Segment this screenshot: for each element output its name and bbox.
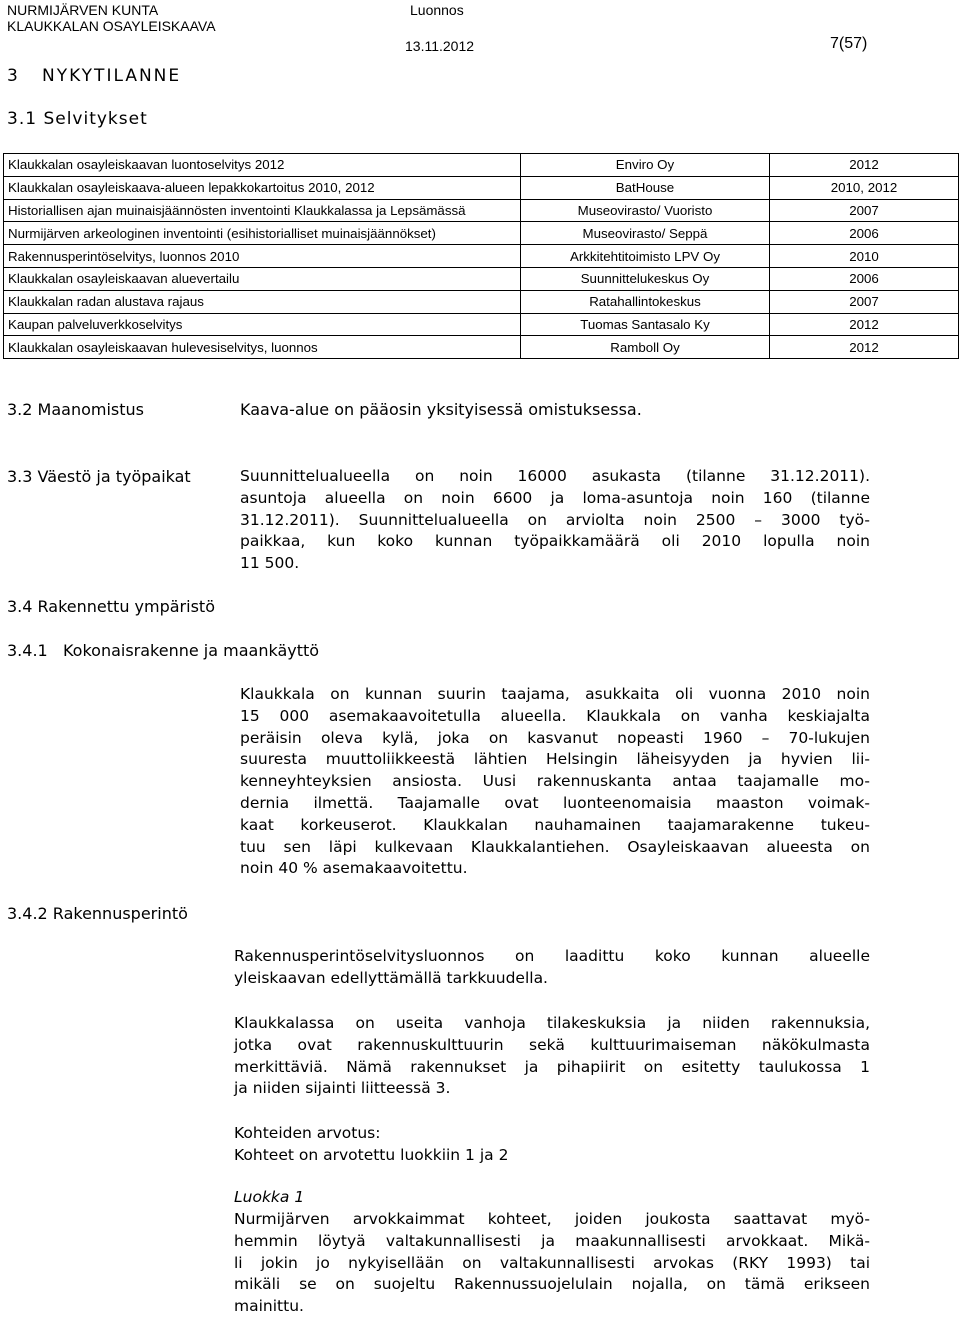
study-author-cell: Enviro Oy [521,154,770,177]
study-year-cell: 2012 [770,313,959,336]
study-author-cell: Ramboll Oy [521,336,770,359]
section-3-4-2-title: 3.4.2 Rakennusperintö [7,904,188,923]
study-name-cell: Klaukkalan osayleiskaava-alueen lepakkokartoitus 2010, 2012 [4,176,521,199]
section-3-4-2-para2 [234,1013,870,1100]
study-author-cell: Ratahallintokeskus [521,290,770,313]
table-row [4,245,959,268]
text-line: 11 500. [240,554,300,573]
text-line: suuresta muuttoliikkeestä lähtien Helsingin läheisyyden ja hyvien lii- [240,750,870,769]
header-document: KLAUKKALAN OSAYLEISKAAVA [7,18,216,34]
section-3-1-title: 3.1 Selvitykset [7,109,148,129]
text-line: asuntoja alueella on noin 6600 ja loma-asuntoja noin 160 (tilanne [240,488,870,507]
text-line: merkittäviä. Nämä rakennukset ja pihapiirit on esitetty taulukossa 1 [234,1057,870,1076]
study-year-cell: 2010 [770,245,959,268]
study-name-cell: Historiallisen ajan muinaisjäännösten inventointi Klaukkalassa ja Lepsämässä [4,199,521,222]
study-author-cell: Museovirasto/ Seppä [521,222,770,245]
text-line: Klaukkalassa on useita vanhoja tilakeskuksia ja niiden rakennuksia, [234,1014,870,1032]
section-3-4-title: 3.4 Rakennettu ympäristö [7,597,215,616]
study-author-cell: Tuomas Santasalo Ky [521,313,770,336]
header-status: Luonnos [410,2,464,18]
section-3-4-1-title: 3.4.1 Kokonaisrakenne ja maankäyttö [7,641,320,660]
section-3-4-1-text [240,684,870,880]
text-line: kenneyhteyksien ansiosta. Uusi rakennuskanta antaa taajamalle mo- [240,772,870,791]
text-line: mikäli se on suojeltu Rakennussuojelulain nojalla, on tämä erikseen [234,1275,870,1294]
study-name-cell: Klaukkalan osayleiskaavan hulevesiselvitys, luonnos [4,336,521,359]
text-line: mainittu. [234,1297,304,1316]
text-line: hemmin löytyä valtakunnallisesti ja maakunnallisesti arvokkaat. Mikä- [234,1231,870,1250]
text-line: Klaukkala on kunnan suurin taajama, asukkaita oli vuonna 2010 noin [240,685,870,703]
section-3-4-2-para4 [234,1209,870,1318]
section-3-3-title: 3.3 Väestö ja työpaikat [7,467,191,486]
section-3-title: 3 NYKYTILANNE [7,66,182,86]
study-year-cell: 2006 [770,222,959,245]
text-line: peräisin oleva kylä, joka on kasvanut nopeasti 1960 – 70-lukujen [240,728,870,747]
study-name-cell: Nurmijärven arkeologinen inventointi (esihistorialliset muinaisjäännökset) [4,222,521,245]
studies-table [3,153,959,359]
text-line: tuu sen läpi kulkevaan Klaukkalantiehen. Osayleiskaavan alueesta on [240,837,870,856]
study-name-cell: Klaukkalan radan alustava rajaus [4,290,521,313]
study-year-cell: 2012 [770,336,959,359]
study-author-cell: Suunnittelukeskus Oy [521,267,770,290]
text-line: jotka ovat rakennuskulttuurin sekä kulttuurimaiseman näkökulmasta [234,1035,870,1054]
study-name-cell: Klaukkalan osayleiskaavan aluevertailu [4,267,521,290]
table-row [4,154,959,177]
section-3-4-2-para1 [234,946,870,990]
section-3-2-text: Kaava-alue on pääosin yksityisessä omistuksessa. [240,400,642,419]
study-year-cell: 2007 [770,290,959,313]
study-author-cell: BatHouse [521,176,770,199]
class-1-title: Luokka 1 [234,1188,305,1206]
text-line: 31.12.2011). Suunnittelualueella on arviolta noin 2500 – 3000 työ- [240,510,870,529]
header-page: 7(57) [830,35,868,52]
study-year-cell: 2007 [770,199,959,222]
study-author-cell: Arkkitehtitoimisto LPV Oy [521,245,770,268]
study-name-cell: Klaukkalan osayleiskaavan luontoselvitys 2012 [4,154,521,177]
text-line: noin 40 % asemakaavoitettu. [240,859,468,878]
table-row [4,176,959,199]
header-date: 13.11.2012 [405,38,475,54]
table-row [4,290,959,313]
section-3-3-text [240,466,870,575]
header-municipality: NURMIJÄRVEN KUNTA [7,2,159,18]
table-row [4,199,959,222]
section-3-2-title: 3.2 Maanomistus [7,400,144,419]
study-year-cell: 2012 [770,154,959,177]
text-line: Suunnittelualueella on noin 16000 asukasta (tilanne 31.12.2011). [240,467,870,485]
table-row [4,336,959,359]
table-row [4,313,959,336]
text-line: 15 000 asemakaavoitetulla alueella. Klaukkala on vanha keskiajalta [240,706,870,725]
text-line: Rakennusperintöselvitysluonnos on laadittu koko kunnan alueelle [234,947,870,965]
study-name-cell: Rakennusperintöselvitys, luonnos 2010 [4,245,521,268]
text-line: ja niiden sijainti liitteessä 3. [234,1079,451,1098]
text-line: Nurmijärven arvokkaimmat kohteet, joiden joukosta saattavat myö- [234,1210,870,1228]
section-3-4-2-para3 [234,1123,870,1167]
text-line: dernia ilmettä. Taajamalle ovat luonteenomaisia maaston voimak- [240,793,870,812]
table-row [4,222,959,245]
text-line: li jokin jo nykyisellään on valtakunnallisesti arvokas (RKY 1993) tai [234,1253,870,1272]
text-line: kaat korkeuserot. Klaukkalan nauhamainen taajamarakenne tukeu- [240,815,870,834]
study-year-cell: 2010, 2012 [770,176,959,199]
text-line: paikkaa, kun koko kunnan työpaikkamäärä oli 2010 lopulla noin [240,532,870,551]
study-year-cell: 2006 [770,267,959,290]
study-author-cell: Museovirasto/ Vuoristo [521,199,770,222]
text-line: Kohteiden arvotus: [234,1124,381,1142]
study-name-cell: Kaupan palveluverkkoselvitys [4,313,521,336]
table-row [4,267,959,290]
text-line: yleiskaavan edellyttämällä tarkkuudella. [234,968,548,987]
text-line: Kohteet on arvotettu luokkiin 1 ja 2 [234,1145,509,1164]
